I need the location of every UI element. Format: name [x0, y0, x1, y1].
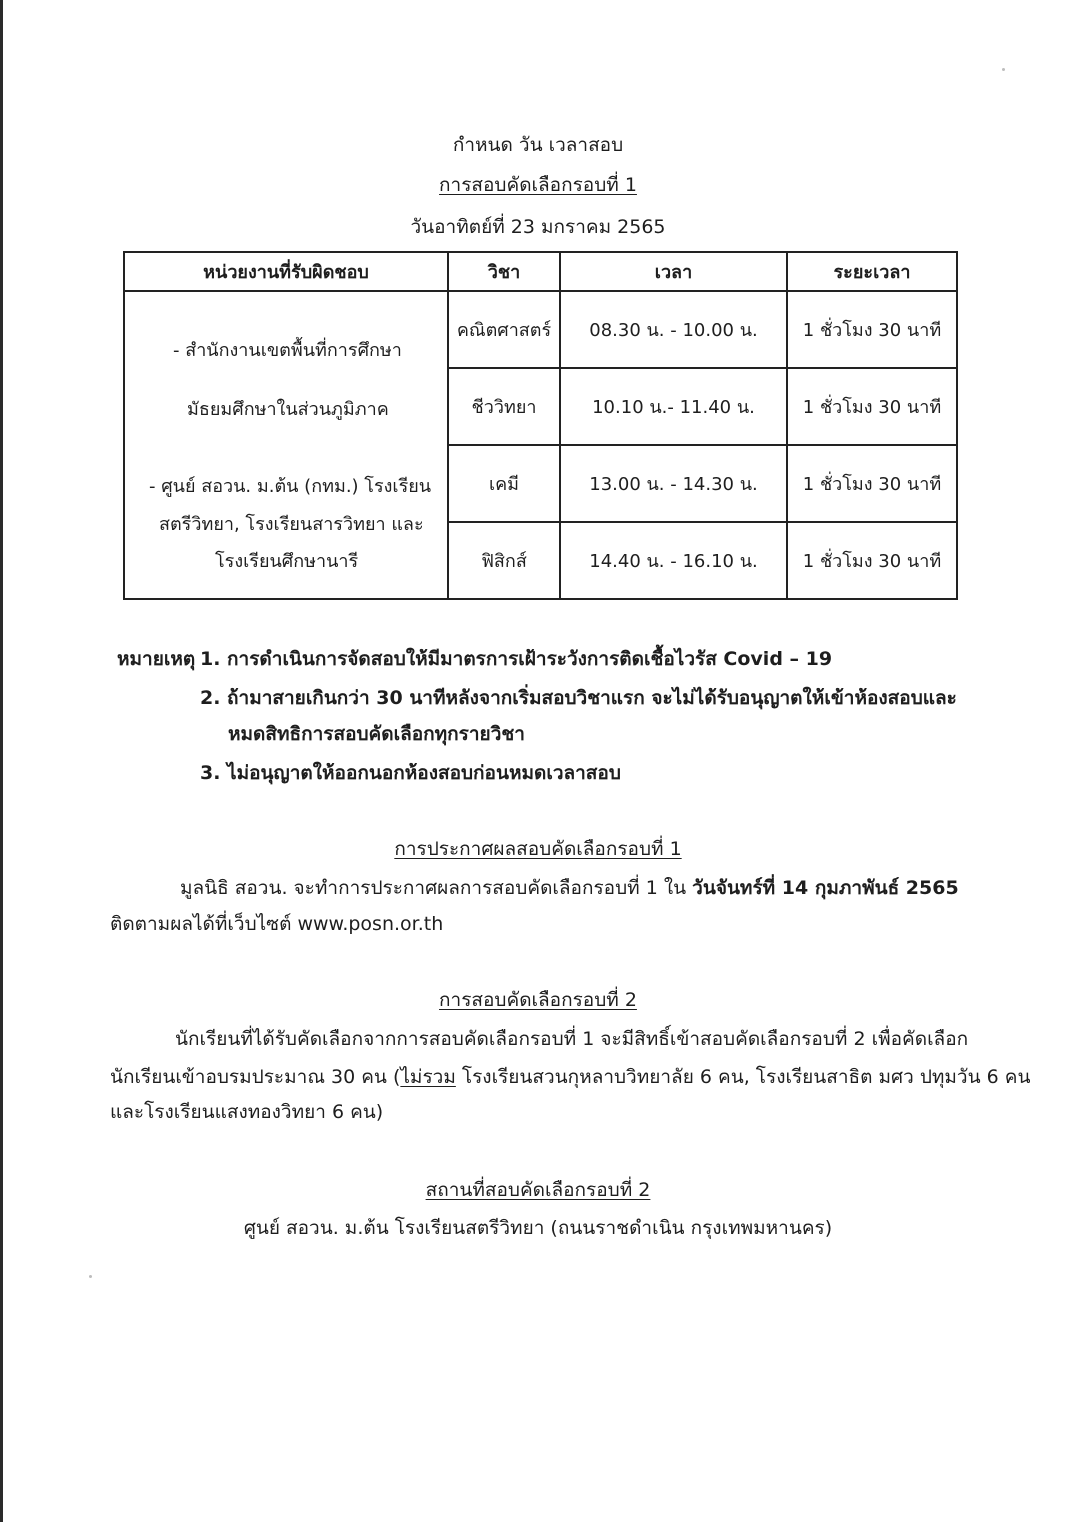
- announcement-text: มูลนิธิ สอวน. จะทำการประกาศผลการสอบคัดเลือกรอบที่ 1 ใน: [180, 877, 693, 899]
- round2-excluded: ไม่รวม: [400, 1066, 456, 1088]
- subject-cell: ฟิสิกส์: [448, 522, 560, 599]
- round2-text: นักเรียนเข้าอบรมประมาณ 30 คน (: [110, 1066, 401, 1088]
- duration-cell: 1 ชั่วโมง 30 นาที: [787, 522, 957, 599]
- exam-date: วันอาทิตย์ที่ 23 มกราคม 2565: [410, 216, 666, 238]
- duration-cell: 1 ชั่วโมง 30 นาที: [787, 291, 957, 368]
- unit-line: โรงเรียนศึกษานารี: [215, 551, 359, 572]
- time-cell: 14.40 น. - 16.10 น.: [560, 522, 787, 599]
- round2-line: นักเรียนที่ได้รับคัดเลือกจากการสอบคัดเลือกรอบที่ 1 จะมีสิทธิ์เข้าสอบคัดเลือกรอบที่ 2 เพื่อคัดเลือก: [175, 1028, 969, 1050]
- notes-label: หมายเหตุ: [117, 648, 196, 670]
- time-cell: 08.30 น. - 10.00 น.: [560, 291, 787, 368]
- column-header-subject: วิชา: [448, 252, 560, 291]
- subject-cell: ชีววิทยา: [448, 368, 560, 445]
- column-header-time: เวลา: [560, 252, 787, 291]
- announcement-date: วันจันทร์ที่ 14 กุมภาพันธ์ 2565: [692, 877, 959, 899]
- table-header-row: [124, 252, 957, 291]
- duration-cell: 1 ชั่วโมง 30 นาที: [787, 445, 957, 522]
- venue-heading: สถานที่สอบคัดเลือกรอบที่ 2: [425, 1179, 651, 1201]
- column-header-unit: หน่วยงานที่รับผิดชอบ: [124, 252, 448, 291]
- responsible-unit-cell: [124, 291, 448, 599]
- venue-address: ศูนย์ สอวน. ม.ต้น โรงเรียนสตรีวิทยา (ถนนราชดำเนิน กรุงเทพมหานคร): [243, 1217, 833, 1239]
- subject-cell: คณิตศาสตร์: [448, 291, 560, 368]
- unit-line: มัธยมศึกษาในส่วนภูมิภาค: [187, 399, 389, 420]
- announcement-paragraph: [180, 873, 959, 903]
- round2-text: โรงเรียนสวนกุหลาบวิทยาลัย 6 คน, โรงเรียนสาธิต มศว ปทุมวัน 6 คน: [455, 1066, 1031, 1088]
- scan-speck: [1002, 68, 1005, 71]
- round2-heading: การสอบคัดเลือกรอบที่ 2: [439, 989, 637, 1011]
- unit-line: สตรีวิทยา, โรงเรียนสารวิทยา และ: [159, 514, 424, 535]
- exam-schedule-table: [123, 251, 958, 600]
- round2-line: และโรงเรียนแสงทองวิทยา 6 คน): [110, 1101, 384, 1123]
- unit-line: - สำนักงานเขตพื้นที่การศึกษา: [173, 340, 402, 361]
- note-item-2-continued: หมดสิทธิการสอบคัดเลือกทุกรายวิชา: [228, 723, 525, 745]
- note-item-1: 1. การดำเนินการจัดสอบให้มีมาตรการเฝ้าระวังการติดเชื้อไวรัส Covid – 19: [200, 648, 833, 670]
- announcement-website: ติดตามผลได้ที่เว็บไซต์ www.posn.or.th: [110, 913, 444, 935]
- subject-cell: เคมี: [448, 445, 560, 522]
- document-subtitle: การสอบคัดเลือกรอบที่ 1: [439, 174, 637, 196]
- time-cell: 10.10 น.- 11.40 น.: [560, 368, 787, 445]
- note-item-2: 2. ถ้ามาสายเกินกว่า 30 นาทีหลังจากเริ่มสอบวิชาแรก จะไม่ได้รับอนุญาตให้เข้าห้องสอบและ: [200, 687, 957, 709]
- scan-speck: [89, 1275, 92, 1278]
- document-title: กำหนด วัน เวลาสอบ: [452, 134, 624, 156]
- column-header-duration: ระยะเวลา: [787, 252, 957, 291]
- duration-cell: 1 ชั่วโมง 30 นาที: [787, 368, 957, 445]
- unit-line: - ศูนย์ สอวน. ม.ต้น (กทม.) โรงเรียน: [149, 476, 432, 497]
- time-cell: 13.00 น. - 14.30 น.: [560, 445, 787, 522]
- round2-line: [110, 1062, 1030, 1092]
- note-item-3: 3. ไม่อนุญาตให้ออกนอกห้องสอบก่อนหมดเวลาสอบ: [200, 762, 621, 784]
- announcement-heading: การประกาศผลสอบคัดเลือกรอบที่ 1: [394, 838, 682, 860]
- table-row: [124, 291, 957, 368]
